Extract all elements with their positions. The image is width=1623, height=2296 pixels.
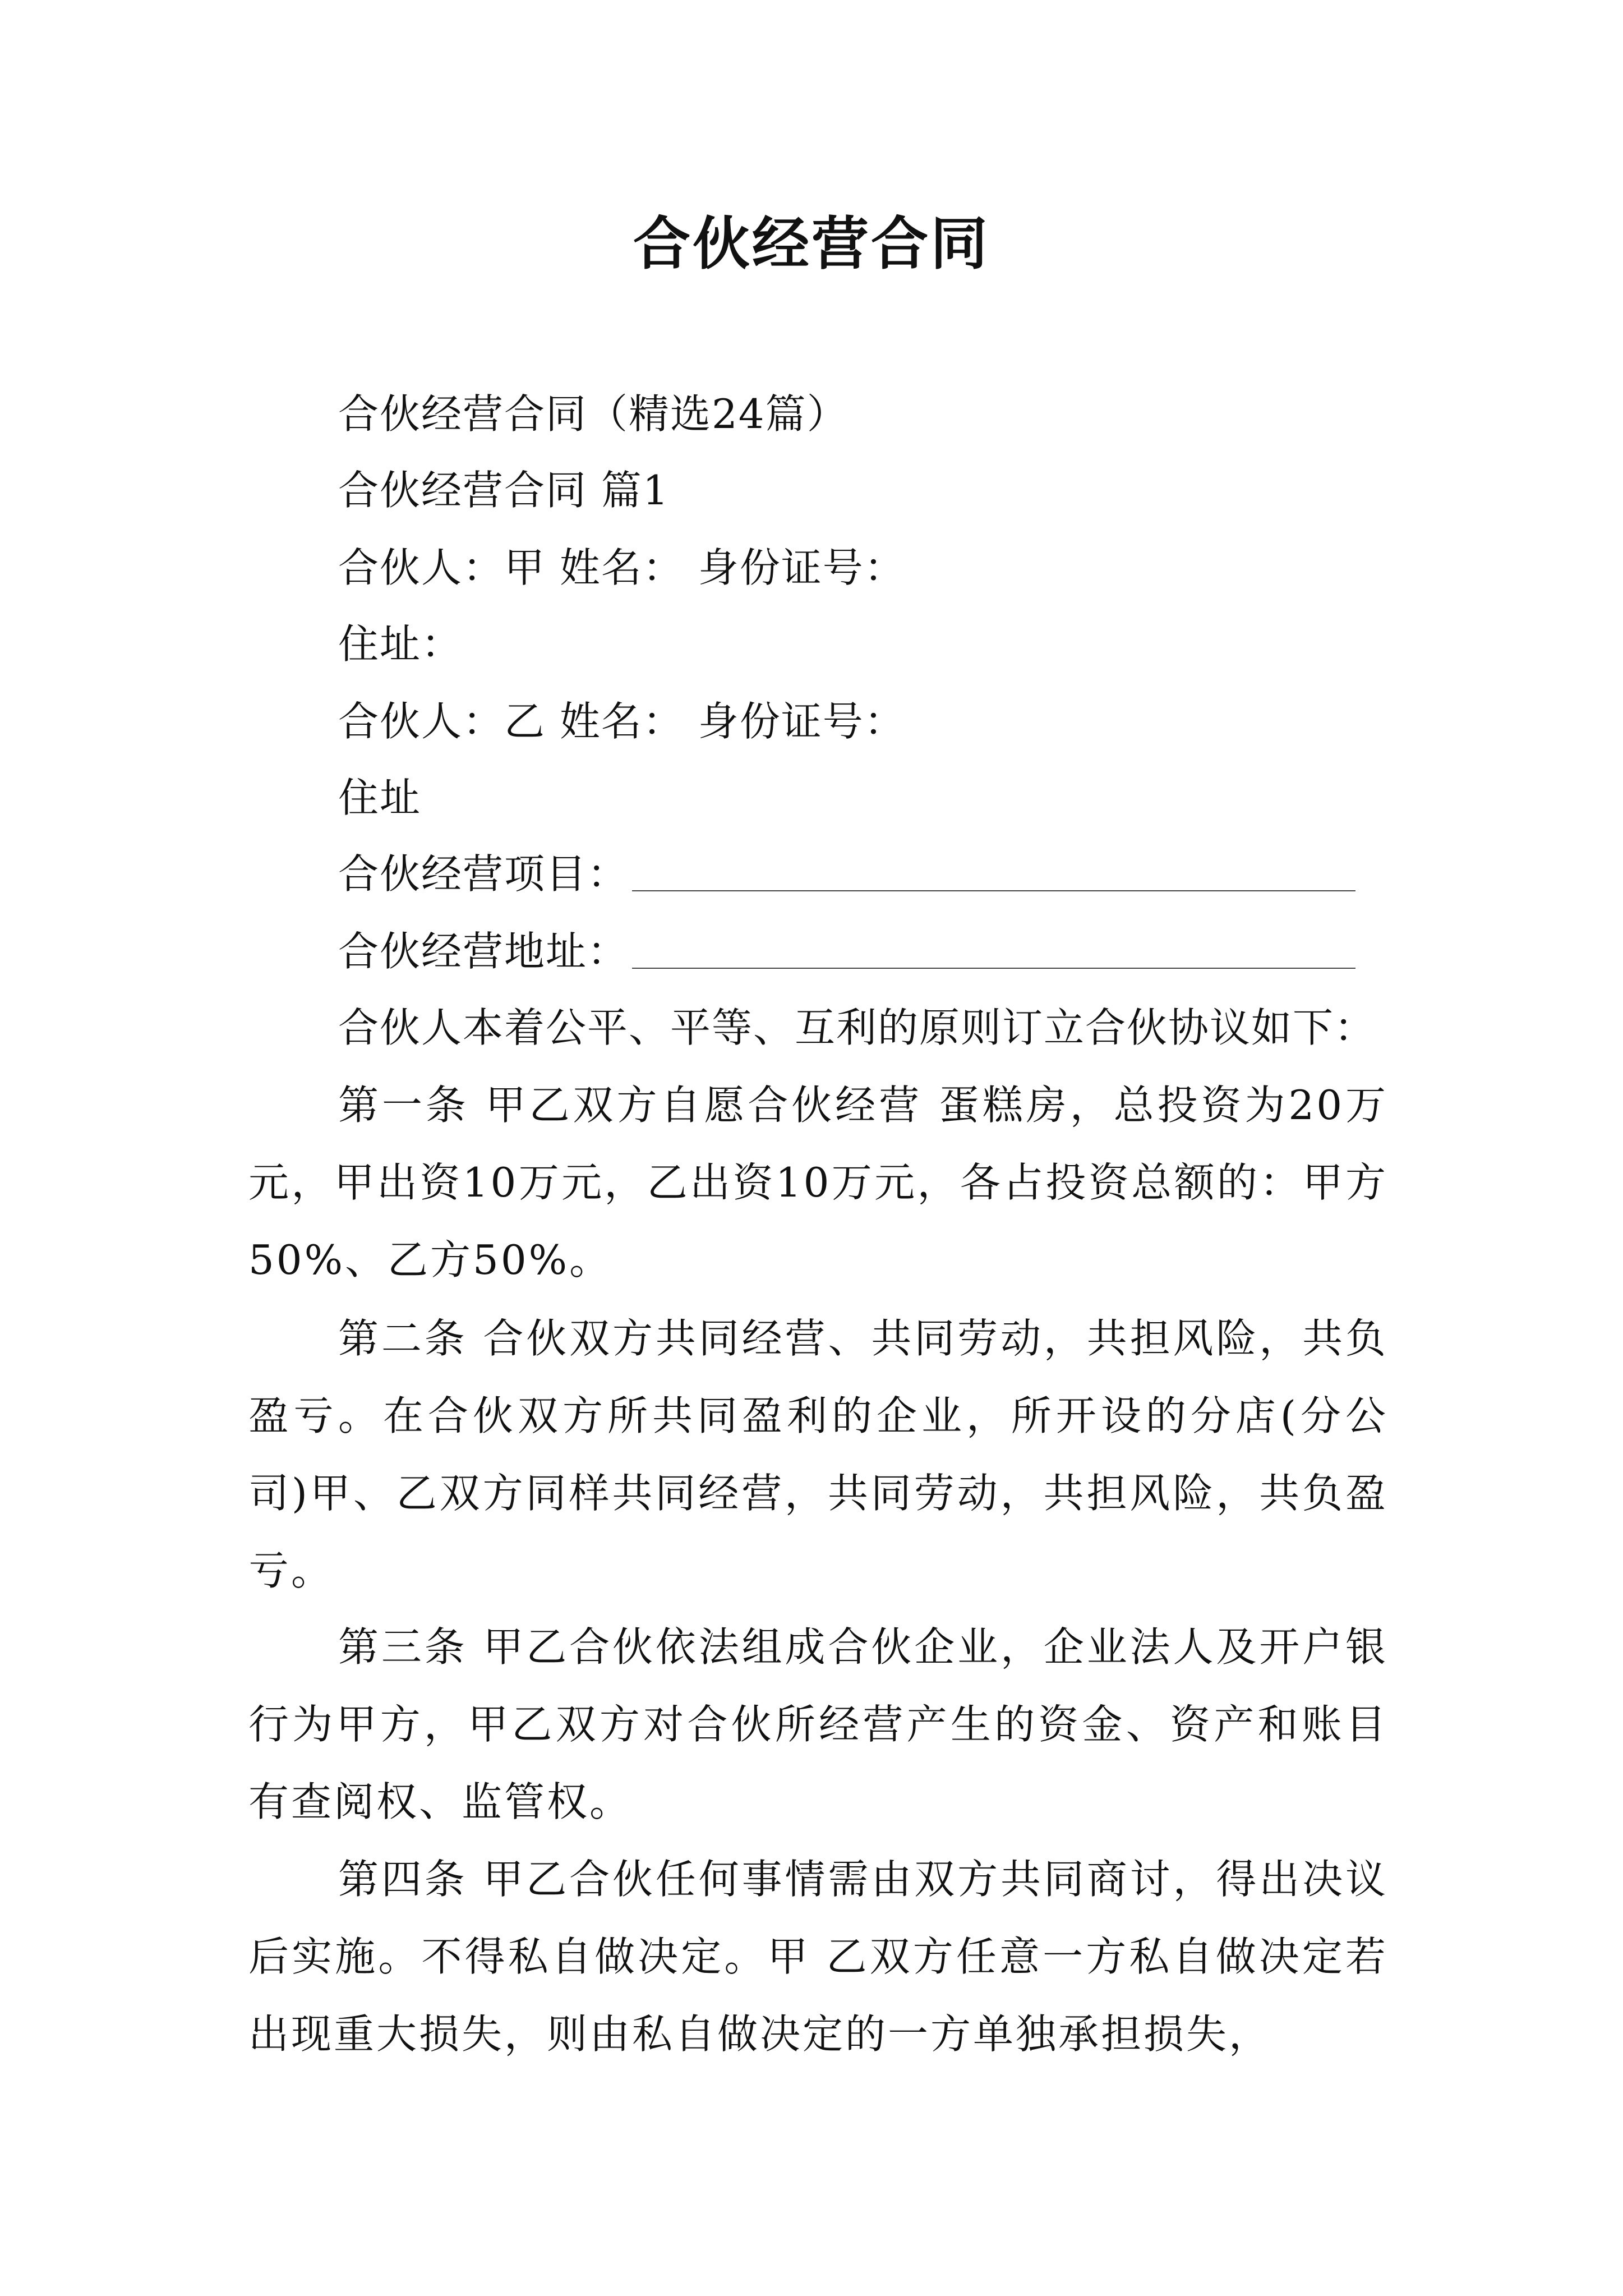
document-title: 合伙经营合同: [633, 210, 990, 278]
location-label: 合伙经营地址：: [338, 928, 629, 975]
partner-b-address: 住址: [338, 774, 422, 821]
project-label: 合伙经营项目：: [338, 850, 629, 898]
article-1: 第一条 甲乙双方自愿合伙经营 蛋糕房，总投资为20万元，甲出资10万元，乙出资10万元，各占投资总额的：甲方50%、乙方50%。: [248, 1082, 1388, 1283]
project-field: [338, 846, 1355, 902]
document-subtitle: 合伙经营合同（精选24篇）: [338, 390, 849, 438]
article-4: 第四条 甲乙合伙任何事情需由双方共同商讨，得出决议后实施。不得私自做决定。甲 乙双方任意一方私自做决定若出现重大损失，则由私自做决定的一方单独承担损失，: [248, 1856, 1388, 2058]
location-blank-line: [632, 968, 1355, 969]
article-2: 第二条 合伙双方共同经营、共同劳动，共担风险，共负盈亏。在合伙双方所共同盈利的企业，所开设的分店(分公司)甲、乙双方同样共同经营，共同劳动，共担风险，共负盈亏。: [248, 1315, 1388, 1594]
project-blank-line: [632, 890, 1355, 891]
partner-a-line: 合伙人：甲 姓名： 身份证号：: [338, 544, 906, 591]
partner-a-address: 住址：: [338, 620, 463, 668]
article-3: 第三条 甲乙合伙依法组成合伙企业，企业法人及开户银行为甲方，甲乙双方对合伙所经营产生的资金、资产和账目有查阅权、监管权。: [248, 1623, 1388, 1825]
intro-text: 合伙人本着公平、平等、互利的原则订立合伙协议如下：: [338, 1004, 1376, 1051]
location-field: [338, 923, 1355, 979]
section-heading: 合伙经营合同 篇1: [338, 467, 670, 514]
partner-b-line: 合伙人：乙 姓名： 身份证号：: [338, 698, 906, 745]
